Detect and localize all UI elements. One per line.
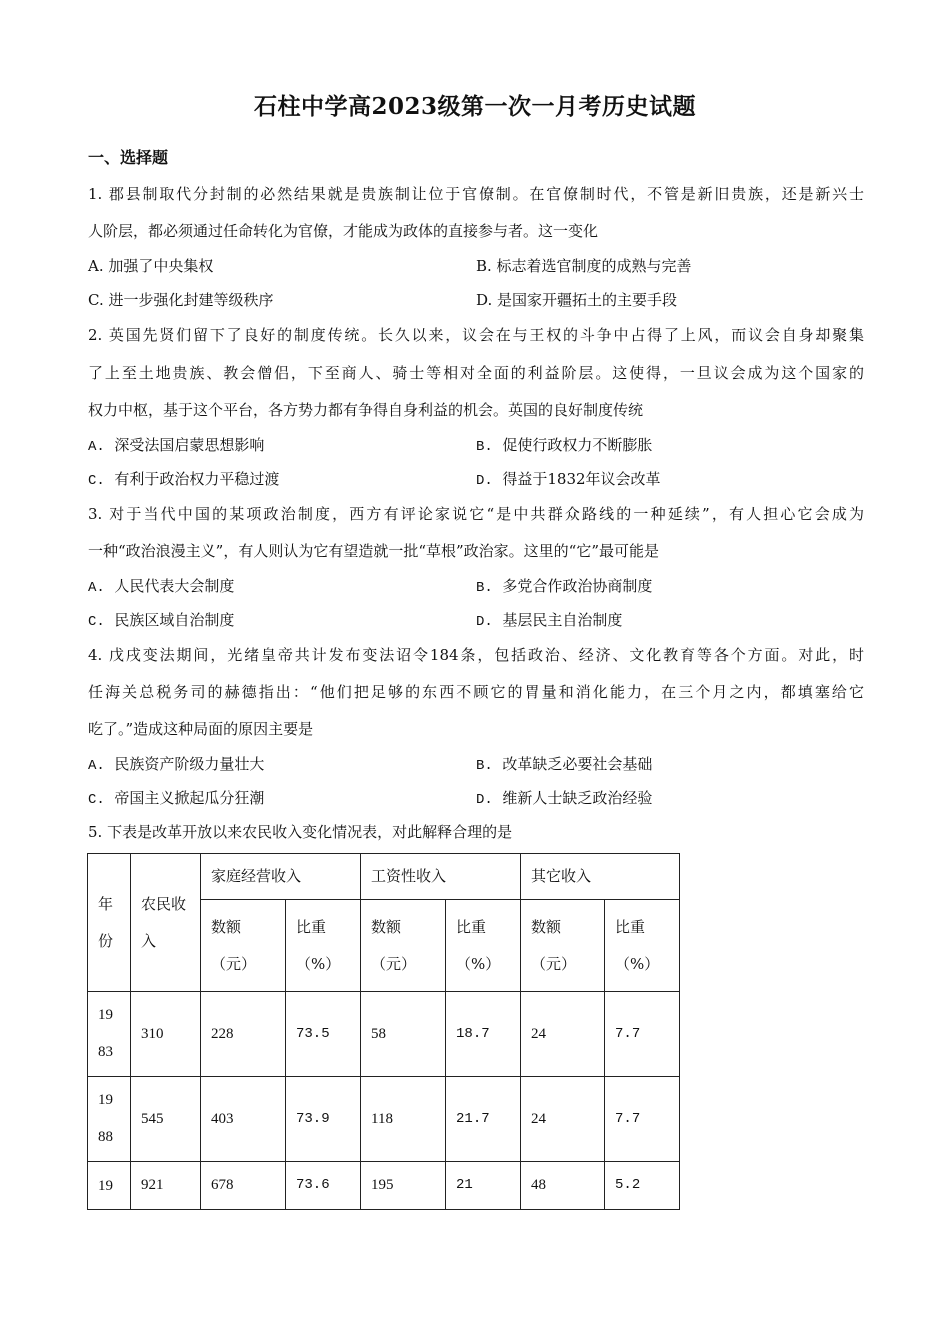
cell-family-share: 73.6 <box>286 1162 361 1210</box>
option-letter: D. <box>476 792 493 808</box>
header-amount-line-1: 数额 <box>531 917 562 936</box>
cell-family-amount: 403 <box>201 1077 286 1162</box>
question-4-option-d <box>476 787 652 808</box>
question-4-text-line-1: 4. 戊戌变法期间，光绪皇帝共计发布变法诏令184条，包括政治、经济、文化教育等各个方面。对此，时 <box>88 646 864 664</box>
question-3-option-c <box>88 609 234 630</box>
option-text: 深受法国启蒙思想影响 <box>114 436 265 454</box>
cell-other-share: 5.2 <box>605 1162 680 1210</box>
cell-family-amount: 228 <box>201 992 286 1077</box>
header-family-business-income: 家庭经营收入 <box>201 854 361 900</box>
question-3-text-line-1: 3. 对于当代中国的某项政治制度，西方有评论家说它“是中共群众路线的一种延续”，有人担心它会成为 <box>88 505 864 523</box>
cell-wage-amount: 195 <box>361 1162 446 1210</box>
header-amount-line-2: （元） <box>371 954 417 973</box>
question-3-option-d <box>476 609 622 630</box>
option-text: 人民代表大会制度 <box>114 577 235 595</box>
header-wage-amount <box>361 900 446 992</box>
option-letter: B. <box>476 580 493 596</box>
year-line-1: 19 <box>98 1007 113 1023</box>
year-line-2: 88 <box>98 1129 113 1145</box>
question-1-option-c: C. 进一步强化封建等级秩序 <box>88 291 274 309</box>
option-text: 民族区域自治制度 <box>114 611 235 629</box>
option-letter: C. <box>88 473 105 489</box>
cell-farmer-income: 921 <box>131 1162 201 1210</box>
header-other-amount <box>521 900 605 992</box>
question-4-text-line-2: 任海关总税务司的赫德指出：“他们把足够的东西不顾它的胃量和消化能力，在三个月之内，都填塞给它 <box>88 683 864 701</box>
header-amount-line-2: （元） <box>211 954 257 973</box>
question-3-option-a <box>88 575 234 596</box>
option-letter: C. <box>88 792 105 808</box>
option-letter: A. <box>88 758 105 774</box>
table-row <box>88 1077 680 1162</box>
cell-family-share: 73.9 <box>286 1077 361 1162</box>
option-letter: D. <box>476 473 493 489</box>
question-3-option-b <box>476 575 652 596</box>
cell-other-amount: 24 <box>521 1077 605 1162</box>
option-letter: B. <box>476 758 493 774</box>
header-wage-share <box>446 900 521 992</box>
header-share-line-1: 比重 <box>615 917 646 936</box>
cell-other-share: 7.7 <box>605 992 680 1077</box>
header-amount-line-1: 数额 <box>371 917 402 936</box>
option-letter: B. <box>476 439 493 455</box>
table-row <box>88 1162 680 1210</box>
header-share-line-1: 比重 <box>296 917 327 936</box>
question-4-option-a <box>88 753 264 774</box>
option-letter: C. <box>88 614 105 630</box>
header-income-line-1: 农民收 <box>141 894 187 913</box>
question-2-text-line-1: 2. 英国先贤们留下了良好的制度传统。长久以来，议会在与王权的斗争中占得了上风，而议会自身却聚集 <box>88 326 864 344</box>
question-2-option-b <box>476 434 652 455</box>
option-text: 民族资产阶级力量壮大 <box>114 755 265 773</box>
cell-year <box>88 1077 131 1162</box>
header-year-line-2: 份 <box>98 931 114 950</box>
header-income-line-2: 入 <box>141 931 157 950</box>
question-1-option-d: D. 是国家开疆拓土的主要手段 <box>476 291 678 309</box>
option-text: 促使行政权力不断膨胀 <box>502 436 653 454</box>
year-line-1: 19 <box>98 1177 113 1194</box>
option-text: 有利于政治权力平稳过渡 <box>114 470 280 488</box>
header-share-line-2: （%） <box>456 954 501 973</box>
header-family-share <box>286 900 361 992</box>
question-1-text-line-1: 1. 郡县制取代分封制的必然结果就是贵族制让位于官僚制。在官僚制时代，不管是新旧贵族，还是新兴士 <box>88 185 864 203</box>
option-text: 改革缺乏必要社会基础 <box>502 755 653 773</box>
cell-year <box>88 992 131 1077</box>
option-text: 帝国主义掀起瓜分狂潮 <box>114 789 265 807</box>
header-family-amount <box>201 900 286 992</box>
option-text: 维新人士缺乏政治经验 <box>502 789 653 807</box>
cell-wage-share: 18.7 <box>446 992 521 1077</box>
question-1-option-a: A. 加强了中央集权 <box>88 257 214 275</box>
header-share-line-2: （%） <box>296 954 341 973</box>
cell-family-amount: 678 <box>201 1162 286 1210</box>
question-3-text-line-2: 一种“政治浪漫主义”，有人则认为它有望造就一批“草根”政治家。这里的“它”最可能是 <box>88 542 660 560</box>
question-5-text-line-1: 5. 下表是改革开放以来农民收入变化情况表，对此解释合理的是 <box>88 823 513 841</box>
cell-year <box>88 1162 131 1210</box>
header-year <box>88 854 131 992</box>
option-text: 多党合作政治协商制度 <box>502 577 653 595</box>
question-2-text-line-2: 了上至土地贵族、教会僧侣，下至商人、骑士等相对全面的利益阶层。这使得，一旦议会成为这个国家的 <box>88 364 864 382</box>
header-amount-line-2: （元） <box>531 954 577 973</box>
header-share-line-2: （%） <box>615 954 660 973</box>
cell-wage-share: 21 <box>446 1162 521 1210</box>
header-share-line-1: 比重 <box>456 917 487 936</box>
cell-other-amount: 48 <box>521 1162 605 1210</box>
question-4-option-c <box>88 787 264 808</box>
table-row <box>88 992 680 1077</box>
header-other-share <box>605 900 680 992</box>
question-2-text-line-3: 权力中枢，基于这个平台，各方势力都有争得自身利益的机会。英国的良好制度传统 <box>88 401 644 419</box>
section-heading: 一、选择题 <box>88 148 169 167</box>
cell-wage-amount: 58 <box>361 992 446 1077</box>
question-2-option-c <box>88 468 279 489</box>
cell-farmer-income: 310 <box>131 992 201 1077</box>
question-2-option-d <box>476 468 661 489</box>
cell-family-share: 73.5 <box>286 992 361 1077</box>
header-farmer-income <box>131 854 201 992</box>
cell-other-amount: 24 <box>521 992 605 1077</box>
cell-farmer-income: 545 <box>131 1077 201 1162</box>
farmer-income-table <box>87 853 680 1210</box>
year-line-1: 19 <box>98 1092 113 1108</box>
option-letter: A. <box>88 580 105 596</box>
question-4-option-b <box>476 753 652 774</box>
table-header-row-1 <box>88 854 680 900</box>
question-4-text-line-3: 吃了。”造成这种局面的原因主要是 <box>88 720 314 738</box>
header-amount-line-1: 数额 <box>211 917 242 936</box>
cell-other-share: 7.7 <box>605 1077 680 1162</box>
question-1-text-line-2: 人阶层，都必须通过任命转化为官僚，才能成为政体的直接参与者。这一变化 <box>88 222 599 240</box>
question-1-option-b: B. 标志着选官制度的成熟与完善 <box>476 257 692 275</box>
option-text: 基层民主自治制度 <box>502 611 623 629</box>
option-text: 得益于1832年议会改革 <box>502 470 661 488</box>
year-line-2: 83 <box>98 1044 113 1060</box>
header-wage-income: 工资性收入 <box>361 854 521 900</box>
cell-wage-amount: 118 <box>361 1077 446 1162</box>
header-year-line-1: 年 <box>98 894 114 913</box>
option-letter: A. <box>88 439 105 455</box>
page-title: 石柱中学高2023级第一次一月考历史试题 <box>253 93 696 120</box>
option-letter: D. <box>476 614 493 630</box>
header-other-income: 其它收入 <box>521 854 680 900</box>
cell-wage-share: 21.7 <box>446 1077 521 1162</box>
question-2-option-a <box>88 434 264 455</box>
